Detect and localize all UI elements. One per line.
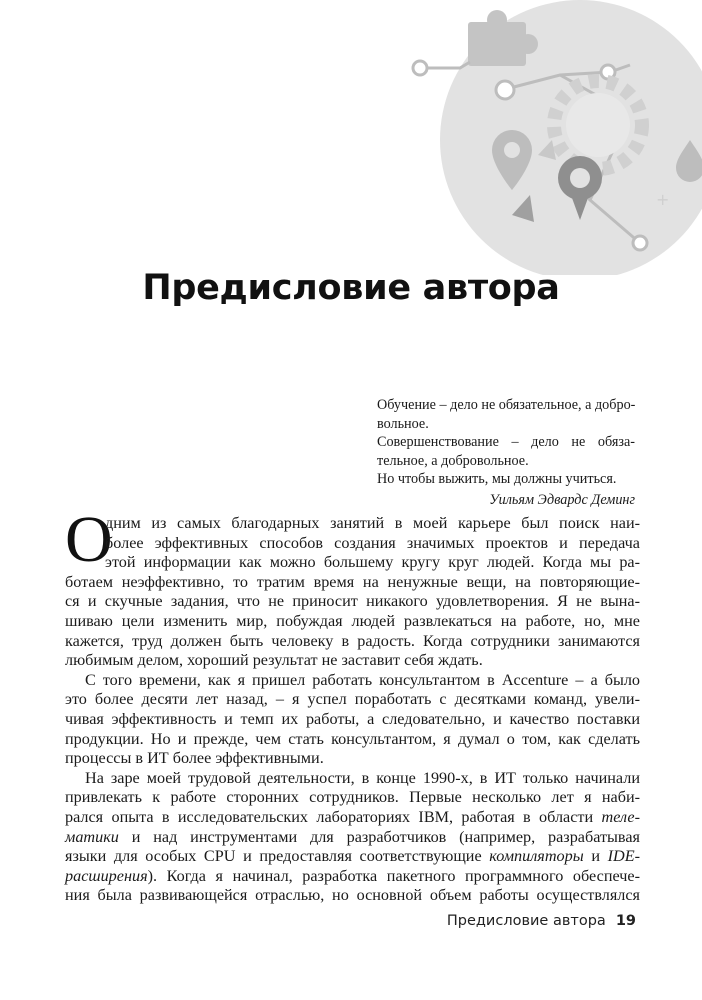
text-segment: языки для особых CPU и предоставляя соответствующие [65,847,482,866]
text-line [65,828,640,848]
italic-term: расширения [65,866,148,885]
text-line: С того времени, как я пришел работать консультантом в Accenture – а было [85,670,640,689]
text-line: любимым делом, хороший результат не заставит себя ждать. [65,651,483,670]
epigraph-line: Но чтобы выжить, мы должны учиться. [377,471,617,487]
page-footer [447,913,636,929]
text-line [65,847,640,867]
running-title: Предисловие автора [446,913,606,929]
plus-icon: + [656,190,670,209]
text-segment: и над инструментами для разработчиков (например, разрабатывая [131,827,640,846]
body-text [65,514,640,906]
text-line: ния была развивающейся отраслью, но основной объем работы осуществлялся [65,886,640,905]
text-line: чивая эффективность и темп их работы, а следовательно, и качество поставки [65,709,640,728]
italic-term: компиляторы [489,847,584,866]
italic-term: матики [65,827,119,846]
text-line [65,808,640,828]
decorative-illustration [400,0,702,275]
text-line: кажется, труд должен быть человеку в радость. Когда сотрудники занимаются [65,631,640,650]
text-line: шиваю цели изменить мир, побуждая людей развлекаться на работе, но, мне [65,611,640,630]
epigraph-line: вольное. [377,415,429,432]
text-line: это более десяти лет назад, – я успел поработать с десятками команд, увели- [65,690,640,709]
epigraph-author: Уильям Эдвардс Деминг [489,491,635,508]
text-line: продукции. Но и прежде, чем стать консультантом, я думал о том, как сделать [65,729,640,748]
text-line: На заре моей трудовой деятельности, в конце 1990-х, в ИТ только начинали [85,768,640,787]
text-segment: ). Когда я начинал, разработка пакетного программного обеспече- [147,866,640,885]
epigraph-line: Совершенствование – дело не обяза- [377,434,635,450]
page-title: Предисловие автора [142,268,560,308]
text-line: привлекать к работе сторонних сотрудников. Первые несколько лет я наби- [65,788,640,807]
drop-cap: О [65,503,113,576]
epigraph-line: Обучение – дело не обязательное, а добро- [377,397,636,413]
epigraph [377,396,635,509]
italic-term: IDE- [607,847,641,866]
text-line: ся и скучные задания, что не приносит никакого удовлетворения. Я не вына- [65,592,640,611]
page-number: 19 [615,913,636,929]
epigraph-line: тельное, а добровольное. [377,452,529,469]
text-segment: рался опыта в исследовательских лабораториях IBM, работая в области [65,807,594,826]
text-line: более эффективных способов создания значимых проектов и передача [105,533,640,552]
text-line: этой информации как можно большему кругу круг людей. Когда мы ра- [105,553,640,572]
italic-term: теле- [601,807,641,826]
text-line: процессы в ИТ более эффективными. [65,749,324,768]
text-line: ботаем неэффективно, то тратим время на ненужные вещи, на повторяющие- [65,572,640,591]
text-segment: и [591,847,600,866]
text-line [65,867,640,887]
text-line: дним из самых благодарных занятий в моей карьере был поиск наи- [105,514,640,532]
